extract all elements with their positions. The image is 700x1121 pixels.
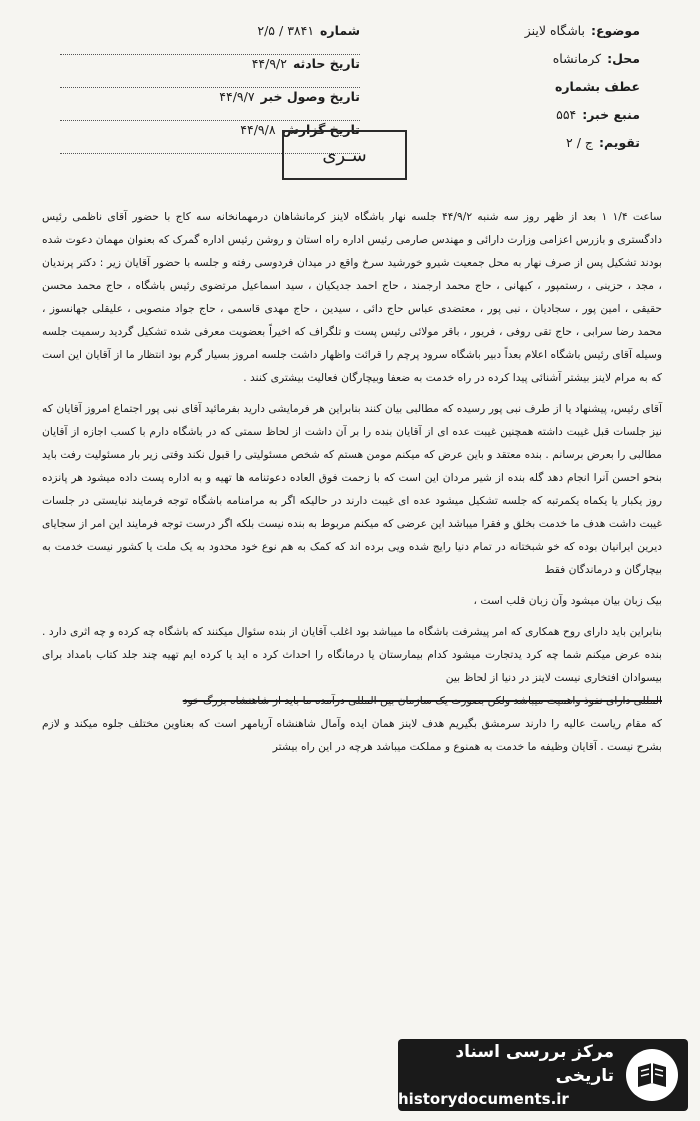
paragraph-5: که مقام ریاست عالیه را دارند سرمشق بگیریم هدف لاینز همان ایده وآمال شاهنشاه آریامهر است که بعناوین مختلف جلوه میکند و لازم بشرح نیست . آقایان وظیفه ما خدمت به همنوع و مملکت میباشد هرچه در این راه بیشتر [42,717,662,753]
secret-stamp: سـری [282,130,407,180]
field-report-date: تاریخ گزارش۴۴/۹/۸ [60,121,360,154]
archive-watermark [398,1039,688,1111]
field-subject: موضوع:باشگاه لاینز [524,23,640,38]
watermark-title: مرکز بررسی اسناد تاریخی [455,1042,614,1086]
field-received-date: تاریخ وصول خبر۴۴/۹/۷ [60,88,360,121]
paragraph-3: بیک زبان بیان میشود وآن زبان قلب است ، [473,594,662,607]
field-event-date: تاریخ حادثه۴۴/۹/۲ [60,55,360,88]
watermark-text [398,1040,614,1110]
paragraph-4: بنابراین باید دارای روح همکاری که امر پیشرفت باشگاه ما میباشد بود اغلب آقایان از بنده سئوال میکنند که باشگاه چه کرده و چه اثری دارد . بنده عرض میکنم شما چه کرد یدتجارت میشود کدام بیمارستان یا درمانگاه را احداث کرد ه اید یا کرده ایم تهیه چند جلد کتاب بامداد برای بیسوادان افتخاری نیست لاینز در دنیا از لحاظ بین [42,625,662,684]
paragraph-2: آقای رئیس، پیشنهاد یا از طرف نبی پور رسیده که مطالبی بیان کنند بنابراین هر فرمایشی دارید بفرمائید آقای نبی پور اجتماع امروز آقایان که نیز جلسات قبل غیبت داشته همچنین غیبت عده ای از آقایان بنده را بر آن داشت از لحاظ سمتی که در باشگاه دارم با کسب اجازه از آقایان مطالبی را بعرض برسانم . بنده معتقد و باین عرض که میکنم مومن هستم که شخص مسئولیتی را قبول نکند وقتی زیر بار مسئولیت رفت باید بنحو احسن آنرا انجام دهد گله بنده از شیر مردان این است که با زحمت فوق العاده دعوتنامه ها تهیه و به اداره پست داده میشود هر پانزده روز یکبار یا یکماه یکمرتبه که جلسه تشکیل میشود عده ای غیبت دارند در حالیکه اگر به مرامنامه باشگاه توجه فرمایند نبایستی در جلسات غیبت داشت هدف ما خدمت بخلق و فقرا میباشد این عرضی که میکنم مربوط به بنده نیست بلکه اگر درست توجه فرمایند این امر از سجایای دیرین ایرانیان بوده که خو شبختانه در تمام دنیا رایج شده ویی برده اند که کمک به هم نوع خود محدود به یک ملت یا کشور نیست خدمت به بیچارگان و درماندگان فقط [42,402,662,576]
field-grading: تقویم:ج / ۲ [566,135,640,150]
book-logo-icon [624,1047,680,1103]
field-location: محل:کرمانشاه [552,51,640,66]
field-source: منبع خبر:۵۵۴ [556,107,640,122]
paragraph-struck: المللی دارای نفوذ واهمیت میباشد ولکن بصورت یک سازمان بین المللی درآمده ما باید از شاهنشاه بزرگ خود [182,694,662,707]
header-right-fields [380,22,640,162]
field-number: شماره۳۸۴۱ / ۲/۵ [60,22,360,55]
field-reference: عطف بشماره [554,79,640,94]
paragraph-1: ساعت ۱/۴ ۱ بعد از ظهر روز سه شنبه ۴۴/۹/۲ جلسه نهار باشگاه لاینز کرمانشاهان درمهمانخانه سه کاج با حضور آقای ناظمی رئیس دادگستری و بازرس اعزامی وزارت دارائی و مهندس صارمی رئیس اداره راه استان و روشن رئیس اداره گمرک که بعنوان مهمان دعوت شده بودند تشکیل پس از صرف نهار به محل جمعیت شیرو خورشید سرخ واقع در میدان فردوسی رفته و جلسه با حضور آقایان زیر : دکتر پرندیان ، مجد ، حزینی ، رستمپور ، کیهانی ، حاج محمد ارجمند ، حاج احمد جدیکیان ، سید اسماعیل مرتضوی رئیس باشگاه ، حاج محمد محسن حقیقی ، امین پور ، سجادیان ، نبی پور ، معتضدی عباس حاج دائی ، سیدین ، حاج مهدی قاسمی ، حاج جواد منصوبی ، علیقلی جهانسوز ، محمد رضا سرابی ، حاج تقی روفی ، فریور ، باقر مولائی رئیس پست و تلگراف که اخیراً بعضویت معرفی شده تشکیل گردید رسمیت جلسه وسیله آقای رئیس باشگاه اعلام بعداً دبیر باشگاه سرود پرچم را قرائت واظهار داشت جلسه امروز بسیار گرم بود انتظار ما از آقایان این است که به مرام لاینز بیشتر آشنائی پیدا کرده در راه خدمت به ضعفا وبیچارگان فعالیت بیشتری کنند . [42,210,662,384]
report-body [42,205,662,766]
watermark-url: historydocuments.ir [398,1090,569,1108]
